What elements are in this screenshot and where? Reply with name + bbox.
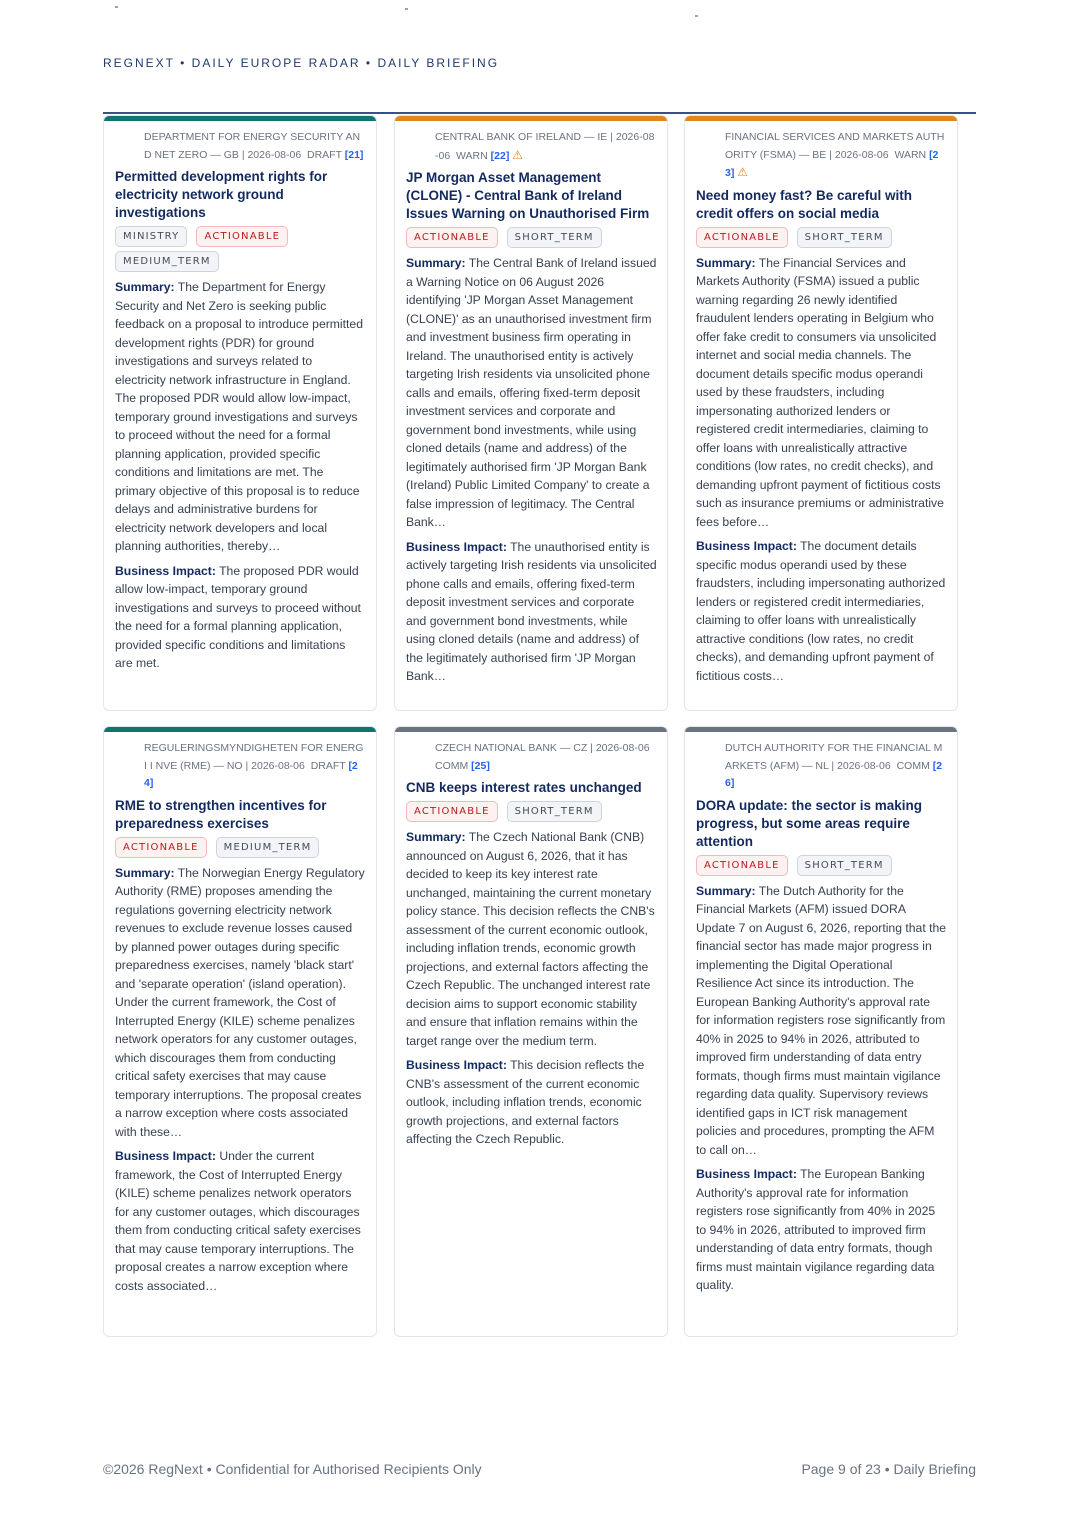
tag-badge-actionable: ACTIONABLE	[115, 837, 207, 858]
impact-text: This decision reflects the CNB's assessment of the current economic outlook, including inflation trends, economic growth projections, and external factors affecting the Czech Republic.	[406, 1058, 645, 1146]
card-title: DORA update: the sector is making progress, but some areas require attention	[696, 797, 923, 849]
tag-list	[696, 227, 947, 248]
impact-paragraph	[696, 1165, 947, 1295]
impact-label: Business Impact:	[696, 539, 797, 553]
reference-link[interactable]: [25]	[471, 759, 490, 772]
status-label: DRAFT	[307, 148, 342, 161]
impact-text: The European Banking Authority's approval rate for information registers rose significantly from 40% in 2025 to 94% in 2026, attributed to improved firm understanding of data entry formats, though firms must maintain vigilance regarding data quality.	[696, 1167, 936, 1292]
page-header: REGNEXT • DAILY EUROPE RADAR • DAILY BRIEFING	[103, 56, 500, 70]
briefing-card	[684, 115, 958, 711]
briefing-card	[394, 726, 668, 1337]
card-accent-bar	[685, 727, 957, 732]
tag-badge-actionable: ACTIONABLE	[696, 855, 788, 876]
card-meta	[115, 740, 366, 793]
tag-badge: MEDIUM_TERM	[216, 837, 320, 858]
impact-text: The proposed PDR would allow low-impact, temporary ground investigations and surveys to proceed without the need for a formal planning application, provided specific conditions and limitations are met.	[115, 563, 361, 670]
status-label: WARN	[456, 149, 488, 162]
status-label: COMM	[896, 759, 930, 772]
tag-list	[115, 226, 366, 272]
impact-label: Business Impact:	[406, 1058, 507, 1072]
summary-label: Summary:	[115, 280, 175, 294]
source-line: DUTCH AUTHORITY FOR THE FINANCIAL MARKETS (AFM) — NL | 2026-08-06	[725, 742, 943, 772]
warning-icon: ⚠	[512, 147, 524, 162]
card-title: Need money fast? Be careful with credit offers on social media	[696, 187, 913, 221]
source-line: FINANCIAL SERVICES AND MARKETS AUTHORITY (FSMA) — BE | 2026-08-06	[725, 131, 945, 161]
summary-text: The Department for Energy Security and Net Zero is seeking public feedback on a proposal to introduce permitted development rights (PDR) for ground investigations and surveys related to electricity network infrastructure in England. The proposed PDR would allow low-impact, temporary ground investigations and surveys to proceed without the need for a formal planning application, provided specific conditions and limitations are met. The primary objective of this proposal is to reduce delays and administrative burdens for electricity network developers and local planning authorities, thereby…	[115, 280, 363, 553]
impact-label: Business Impact:	[406, 539, 507, 554]
impact-text: Under the current framework, the Cost of Interrupted Energy (KILE) scheme penalizes network operators for any customer outages, which discourages them from conducting critical safety exercises that may cause temporary interruptions. The proposal creates a narrow exception where costs associated…	[115, 1149, 361, 1293]
card-meta	[696, 740, 947, 793]
tag-badge: SHORT_TERM	[507, 227, 602, 248]
briefing-card	[394, 115, 668, 711]
briefing-card	[103, 726, 377, 1337]
briefing-card	[684, 726, 958, 1337]
card-meta	[696, 129, 947, 183]
summary-text: The Czech National Bank (CNB) announced on August 6, 2026, that it has decided to keep its key interest rate unchanged, maintaining the current monetary policy stance. This decision reflects the CNB's assessment of the current economic outlook, including inflation trends, economic growth projections, and external factors affecting the Czech Republic. The unchanged interest rate decision aims to support economic stability and ensure that inflation remains within the target range over the medium term.	[406, 830, 655, 1048]
card-title: CNB keeps interest rates unchanged	[406, 780, 642, 795]
impact-paragraph	[406, 1056, 657, 1149]
scan-mark	[115, 6, 118, 8]
reference-link[interactable]: [26]	[725, 759, 943, 789]
source-line: DEPARTMENT FOR ENERGY SECURITY AND NET ZERO — GB | 2026-08-06	[144, 131, 361, 161]
footer-copyright: ©2026 RegNext • Confidential for Authorised Recipients Only	[103, 1461, 482, 1477]
tag-badge: SHORT_TERM	[797, 855, 892, 876]
summary-label: Summary:	[696, 255, 756, 270]
summary-text: The Financial Services and Markets Authority (FSMA) issued a public warning regarding 26 newly identified fraudulent lenders operating in Belgium who offer fake credit to consumers via unsolicited internet and social media channels. The document details specific modus operandi used by these fraudsters, including impersonating authorized lenders or registered credit intermediaries, claiming to offer loans with unrealistically attractive conditions (low rates, no credit checks), and demanding upfront payment of fictitious costs such as insurance premiums or administrative fees before…	[696, 255, 944, 529]
briefing-card	[103, 115, 377, 711]
tag-list	[406, 801, 657, 822]
impact-paragraph	[115, 1147, 366, 1295]
reference-link[interactable]: [24]	[144, 759, 358, 789]
warning-icon: ⚠	[737, 165, 749, 179]
reference-link[interactable]: [21]	[344, 148, 364, 161]
card-title: JP Morgan Asset Management (CLONE) - Central Bank of Ireland Issues Warning on Unauthorised Firm	[406, 170, 650, 221]
reference-link[interactable]: [23]	[725, 148, 939, 179]
impact-label: Business Impact:	[696, 1167, 797, 1181]
tag-badge-actionable: ACTIONABLE	[406, 227, 498, 248]
card-accent-bar	[104, 727, 376, 732]
summary-paragraph	[696, 254, 947, 532]
impact-paragraph	[696, 537, 947, 685]
impact-paragraph	[115, 562, 366, 673]
tag-badge: SHORT_TERM	[797, 227, 892, 248]
status-label: DRAFT	[310, 759, 346, 772]
summary-text: The Norwegian Energy Regulatory Authority (RME) proposes amending the regulations governing electricity network revenues to exclude revenue losses caused by planned power outages during specific preparedness exercises, namely 'black start' and 'separate operation' (island operation). Under the current framework, the Cost of Interrupted Energy (KILE) scheme penalizes network operators for any customer outages, which discourages them from conducting critical safety exercises that may cause temporary interruptions. The proposal creates a narrow exception where costs associated with these…	[115, 865, 365, 1139]
tag-list	[115, 837, 366, 858]
tag-list	[696, 855, 947, 876]
card-meta	[406, 129, 657, 165]
source-line: CENTRAL BANK OF IRELAND — IE | 2026-08-06	[435, 131, 655, 162]
scan-mark	[695, 15, 698, 17]
tag-list	[406, 227, 657, 248]
card-title: Permitted development rights for electricity network ground investigations	[115, 169, 328, 220]
impact-label: Business Impact:	[115, 563, 216, 578]
tag-badge-actionable: ACTIONABLE	[406, 801, 498, 822]
status-label: WARN	[894, 148, 927, 161]
summary-label: Summary:	[696, 883, 756, 898]
source-line: REGULERINGSMYNDIGHETEN FOR ENERGI I NVE (RME) — NO | 2026-08-06	[144, 742, 364, 772]
card-accent-bar	[685, 116, 957, 121]
summary-text: The Central Bank of Ireland issued a Warning Notice on 06 August 2026 identifying 'JP Morgan Asset Management (CLONE)' as an unauthorised investment firm and investment business firm operating in Ireland. The unauthorised entity is actively targeting Irish residents via unsolicited phone calls and emails, offering fixed-term deposit investment services and corporate and government bond investments, while using cloned details (name and address) of the legitimately authorised firm 'JP Morgan Bank (Ireland) Public Limited Company' to create a false impression of legitimacy. The Central Bank…	[406, 256, 657, 529]
tag-badge: MINISTRY	[115, 226, 187, 247]
footer-page-number: Page 9 of 23 • Daily Briefing	[801, 1461, 976, 1477]
header-rule	[103, 112, 976, 114]
tag-badge-actionable: ACTIONABLE	[696, 227, 788, 248]
scan-mark	[405, 8, 408, 10]
tag-badge: SHORT_TERM	[507, 801, 602, 822]
summary-paragraph	[406, 828, 657, 1050]
tag-badge: MEDIUM_TERM	[115, 251, 219, 272]
impact-text: The document details specific modus operandi used by these fraudsters, including impersonating authorized lenders or registered credit intermediaries, claiming to offer loans with unrealistically attractive conditions (low rates, no credit checks), and demanding upfront payment of fictitious costs…	[696, 539, 946, 683]
card-title: RME to strengthen incentives for preparedness exercises	[115, 797, 327, 831]
summary-label: Summary:	[406, 256, 466, 270]
summary-paragraph	[115, 278, 366, 556]
card-accent-bar	[104, 116, 376, 121]
summary-label: Summary:	[406, 830, 466, 844]
source-line: CZECH NATIONAL BANK — CZ | 2026-08-06	[435, 742, 650, 754]
card-meta	[406, 740, 657, 775]
status-label: COMM	[435, 759, 469, 772]
summary-text: The Dutch Authority for the Financial Markets (AFM) issued DORA Update 7 on August 6, 2026, reporting that the financial sector has made major progress in implementing the Digital Operational Resilience Act since its introduction. The European Banking Authority's approval rate for information registers rose significantly from 40% in 2025 to 94% in 2026, attributed to improved firm understanding of data entry formats, though firms must maintain vigilance regarding data quality. Supervisory reviews identified gaps in ICT risk management policies and procedures, prompting the AFM to call on…	[696, 883, 947, 1157]
impact-paragraph	[406, 538, 657, 686]
impact-text: The unauthorised entity is actively targeting Irish residents via unsolicited phone calls and emails, offering fixed-term deposit investment services and corporate and government bond investments, while using cloned details (name and address) of the legitimately authorised firm 'JP Morgan Bank…	[406, 539, 657, 683]
summary-paragraph	[696, 882, 947, 1160]
impact-label: Business Impact:	[115, 1149, 216, 1163]
card-accent-bar	[395, 727, 667, 732]
summary-paragraph	[406, 254, 657, 532]
card-accent-bar	[395, 116, 667, 121]
summary-paragraph	[115, 864, 366, 1142]
card-meta	[115, 129, 366, 164]
tag-badge-actionable: ACTIONABLE	[196, 226, 288, 247]
summary-label: Summary:	[115, 865, 175, 880]
reference-link[interactable]: [22]	[490, 149, 510, 162]
